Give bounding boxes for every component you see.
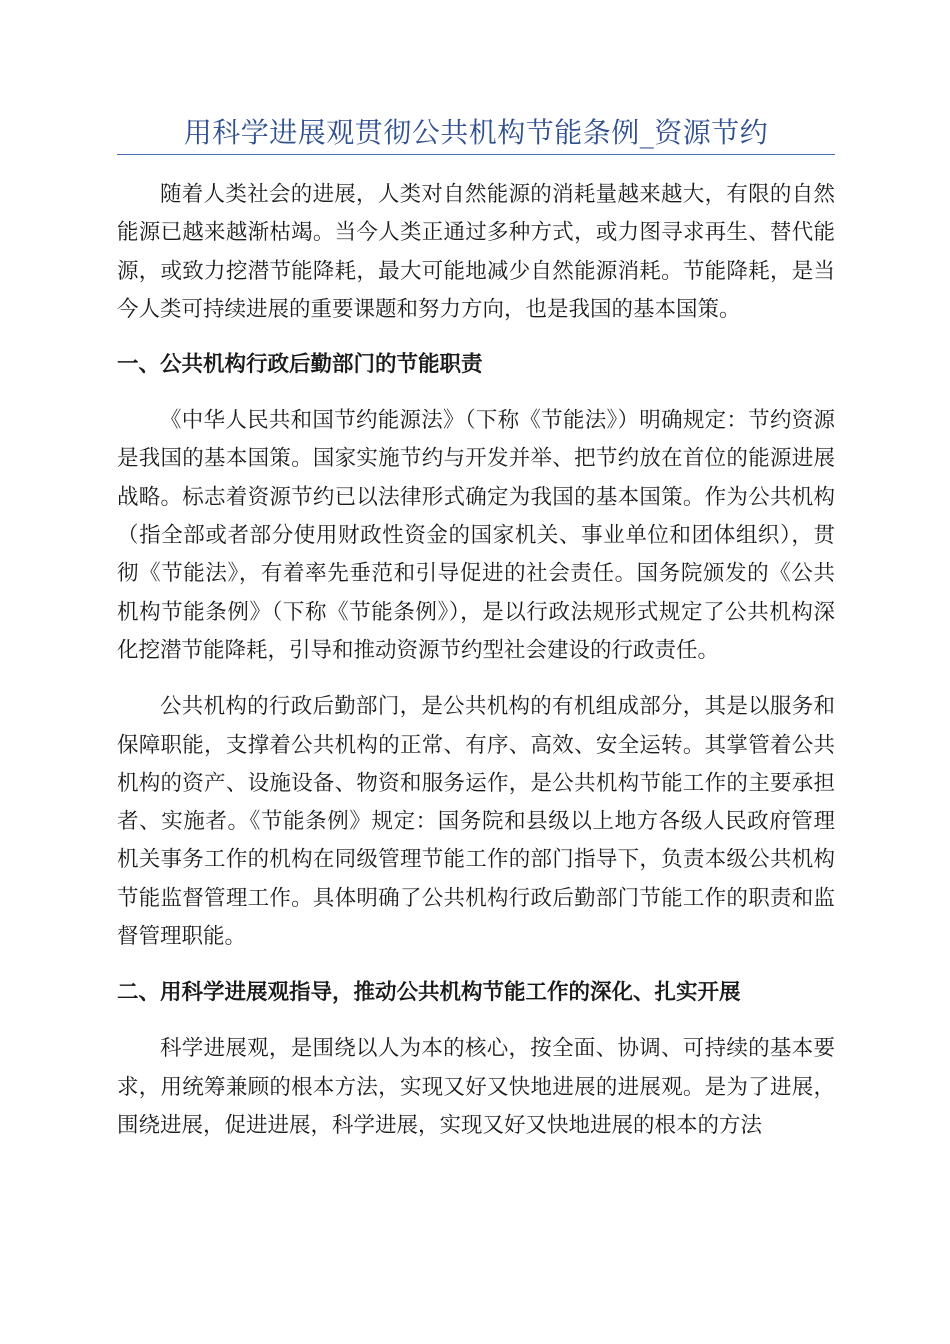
body-paragraph-1: 随着人类社会的进展，人类对自然能源的消耗量越来越大，有限的自然能源已越来越渐枯竭。当今人类正通过多种方式，或力图寻求再生、替代能源，或致力挖潜节能降耗，最大可能地减少自然能源消耗。节能降耗，是当今人类可持续进展的重要课题和努力方向，也是我国的基本国策。: [117, 182, 835, 322]
section-heading-2: 二、用科学进展观指导，推动公共机构节能工作的深化、扎实开展: [117, 980, 741, 1006]
document-page: [117, 0, 835, 1145]
document-title: 用科学进展观贯彻公共机构节能条例_资源节约: [183, 116, 769, 149]
title-underline: [117, 154, 835, 155]
body-paragraph-3: 公共机构的行政后勤部门，是公共机构的有机组成部分，其是以服务和保障职能，支撑着公共机构的正常、有序、高效、安全运转。其掌管着公共机构的资产、设施设备、物资和服务运作，是公共机构节能工作的主要承担者、实施者。《节能条例》规定：国务院和县级以上地方各级人民政府管理机关事务工作的机构在同级管理节能工作的部门指导下，负责本级公共机构节能监督管理工作。具体明确了公共机构行政后勤部门节能工作的职责和监督管理职能。: [117, 694, 835, 950]
body-paragraph-2: 《中华人民共和国节约能源法》（下称《节能法》）明确规定：节约资源是我国的基本国策。国家实施节约与开发并举、把节约放在首位的能源进展战略。标志着资源节约已以法律形式确定为我国的基本国策。作为公共机构（指全部或者部分使用财政性资金的国家机关、事业单位和团体组织），贯彻《节能法》，有着率先垂范和引导促进的社会责任。国务院颁发的《公共机构节能条例》（下称《节能条例》），是以行政法规形式规定了公共机构深化挖潜节能降耗，引导和推动资源节约型社会建设的行政责任。: [117, 408, 835, 663]
section-heading-1: 一、公共机构行政后勤部门的节能职责: [117, 352, 483, 378]
body-paragraph-4: 科学进展观，是围绕以人为本的核心，按全面、协调、可持续的基本要求，用统筹兼顾的根本方法，实现又好又快地进展的进展观。是为了进展，围绕进展，促进进展，科学进展，实现又好又快地进展的根本的方法: [117, 1036, 835, 1138]
